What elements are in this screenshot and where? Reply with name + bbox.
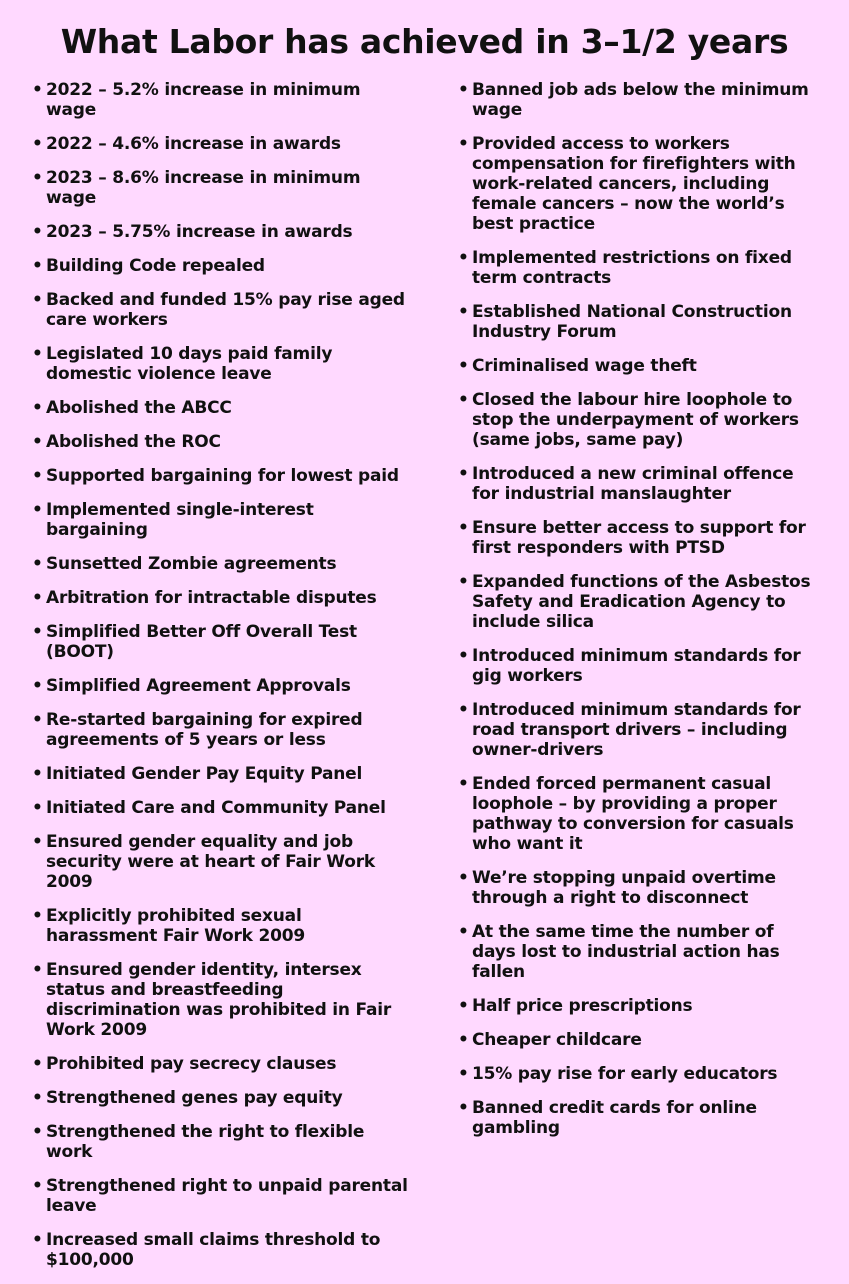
bullet-icon: • xyxy=(458,80,469,100)
list-item-text: Strengthened right to unpaid parental leave xyxy=(46,1176,408,1216)
bullet-icon: • xyxy=(32,764,43,784)
bullet-icon: • xyxy=(458,922,469,942)
bullet-icon: • xyxy=(32,168,43,188)
list-item xyxy=(458,868,820,908)
bullet-icon: • xyxy=(458,356,469,376)
list-item xyxy=(32,80,414,120)
list-item xyxy=(32,1230,414,1270)
list-item-text: Banned job ads below the minimum wage xyxy=(472,80,809,120)
list-item xyxy=(32,1088,414,1108)
list-item xyxy=(32,906,414,946)
list-item xyxy=(458,700,820,760)
list-item xyxy=(32,466,414,486)
list-item-text: Building Code repealed xyxy=(46,256,265,276)
list-item-text: Closed the labour hire loophole to stop the underpayment of workers (same jobs, same pay) xyxy=(472,390,799,450)
list-item-text: 2023 – 8.6% increase in minimum wage xyxy=(46,168,361,208)
bullet-icon: • xyxy=(32,1176,43,1196)
bullet-icon: • xyxy=(458,572,469,592)
bullet-icon: • xyxy=(32,398,43,418)
list-item xyxy=(32,764,414,784)
list-item xyxy=(458,1064,820,1084)
list-item xyxy=(458,464,820,504)
list-item xyxy=(32,554,414,574)
list-item xyxy=(32,710,414,750)
bullet-icon: • xyxy=(32,1088,43,1108)
list-item xyxy=(32,500,414,540)
list-item-text: Strengthened genes pay equity xyxy=(46,1088,343,1108)
list-item xyxy=(32,344,414,384)
bullet-icon: • xyxy=(458,646,469,666)
right-achievements-list xyxy=(458,80,820,1152)
bullet-icon: • xyxy=(32,622,43,642)
list-item-text: Increased small claims threshold to $100,000 xyxy=(46,1230,381,1270)
bullet-icon: • xyxy=(458,134,469,154)
list-item xyxy=(458,518,820,558)
bullet-icon: • xyxy=(458,1030,469,1050)
bullet-icon: • xyxy=(458,518,469,538)
list-item-text: We’re stopping unpaid overtime through a right to disconnect xyxy=(472,868,776,908)
list-item-text: Legislated 10 days paid family domestic violence leave xyxy=(46,344,333,384)
list-item xyxy=(458,80,820,120)
list-item-text: Ensure better access to support for first responders with PTSD xyxy=(472,518,806,558)
bullet-icon: • xyxy=(458,700,469,720)
bullet-icon: • xyxy=(32,676,43,696)
list-item xyxy=(458,248,820,288)
bullet-icon: • xyxy=(32,432,43,452)
list-item-text: Implemented restrictions on fixed term contracts xyxy=(472,248,792,288)
list-item xyxy=(32,168,414,208)
list-item xyxy=(32,798,414,818)
list-item xyxy=(32,588,414,608)
list-item-text: Supported bargaining for lowest paid xyxy=(46,466,399,486)
list-item-text: Prohibited pay secrecy clauses xyxy=(46,1054,337,1074)
list-item xyxy=(458,996,820,1016)
list-item-text: Sunsetted Zombie agreements xyxy=(46,554,337,574)
list-item xyxy=(32,622,414,662)
list-item xyxy=(32,1122,414,1162)
list-item xyxy=(458,774,820,854)
list-item-text: 15% pay rise for early educators xyxy=(472,1064,778,1084)
list-item xyxy=(32,398,414,418)
list-item-text: At the same time the number of days lost to industrial action has fallen xyxy=(472,922,780,982)
list-item xyxy=(32,832,414,892)
list-item xyxy=(458,356,820,376)
bullet-icon: • xyxy=(458,1098,469,1118)
bullet-icon: • xyxy=(458,390,469,410)
list-item xyxy=(458,922,820,982)
bullet-icon: • xyxy=(32,960,43,980)
list-item-text: 2022 – 5.2% increase in minimum wage xyxy=(46,80,361,120)
bullet-icon: • xyxy=(32,256,43,276)
list-item-text: Backed and funded 15% pay rise aged care workers xyxy=(46,290,405,330)
list-item-text: Ensured gender equality and job security were at heart of Fair Work 2009 xyxy=(46,832,376,892)
bullet-icon: • xyxy=(458,774,469,794)
bullet-icon: • xyxy=(32,222,43,242)
list-item xyxy=(458,1098,820,1138)
list-item-text: Arbitration for intractable disputes xyxy=(46,588,377,608)
list-item xyxy=(32,222,414,242)
list-item xyxy=(32,432,414,452)
bullet-icon: • xyxy=(32,906,43,926)
list-item xyxy=(32,290,414,330)
bullet-icon: • xyxy=(32,798,43,818)
list-item-text: Simplified Agreement Approvals xyxy=(46,676,351,696)
list-item-text: Ended forced permanent casual loophole – by providing a proper pathway to conversion for casuals who want it xyxy=(472,774,794,854)
left-achievements-list xyxy=(32,80,414,1284)
list-item-text: Re-started bargaining for expired agreements of 5 years or less xyxy=(46,710,363,750)
list-item-text: Initiated Care and Community Panel xyxy=(46,798,386,818)
list-item-text: Expanded functions of the Asbestos Safety and Eradication Agency to include silica xyxy=(472,572,811,632)
bullet-icon: • xyxy=(32,134,43,154)
bullet-icon: • xyxy=(458,302,469,322)
list-item xyxy=(458,302,820,342)
bullet-icon: • xyxy=(32,80,43,100)
bullet-icon: • xyxy=(458,1064,469,1084)
list-item-text: Banned credit cards for online gambling xyxy=(472,1098,757,1138)
list-item xyxy=(458,572,820,632)
list-item xyxy=(458,134,820,234)
list-item-text: Established National Construction Industry Forum xyxy=(472,302,792,342)
bullet-icon: • xyxy=(32,710,43,730)
list-item xyxy=(458,1030,820,1050)
list-item xyxy=(458,646,820,686)
list-item-text: Abolished the ABCC xyxy=(46,398,232,418)
list-item-text: 2022 – 4.6% increase in awards xyxy=(46,134,341,154)
list-item-text: Strengthened the right to flexible work xyxy=(46,1122,365,1162)
list-item-text: 2023 – 5.75% increase in awards xyxy=(46,222,353,242)
list-item-text: Ensured gender identity, intersex status and breastfeeding discrimination was prohibited in Fair Work 2009 xyxy=(46,960,392,1040)
page-title: What Labor has achieved in 3–1/2 years xyxy=(60,22,789,61)
bullet-icon: • xyxy=(458,996,469,1016)
bullet-icon: • xyxy=(32,588,43,608)
bullet-icon: • xyxy=(458,464,469,484)
bullet-icon: • xyxy=(32,1122,43,1142)
list-item xyxy=(32,960,414,1040)
list-item-text: Initiated Gender Pay Equity Panel xyxy=(46,764,363,784)
list-item-text: Introduced minimum standards for gig workers xyxy=(472,646,801,686)
list-item xyxy=(32,256,414,276)
bullet-icon: • xyxy=(32,500,43,520)
list-item-text: Introduced a new criminal offence for industrial manslaughter xyxy=(472,464,794,504)
list-item-text: Half price prescriptions xyxy=(472,996,693,1016)
list-item-text: Simplified Better Off Overall Test (BOOT) xyxy=(46,622,357,662)
bullet-icon: • xyxy=(32,466,43,486)
bullet-icon: • xyxy=(458,248,469,268)
list-item-text: Implemented single-interest bargaining xyxy=(46,500,314,540)
bullet-icon: • xyxy=(32,290,43,310)
list-item-text: Abolished the ROC xyxy=(46,432,221,452)
bullet-icon: • xyxy=(32,832,43,852)
list-item-text: Provided access to workers compensation for firefighters with work-related cancers, including female cancers – now the world’s best practice xyxy=(472,134,796,234)
list-item-text: Explicitly prohibited sexual harassment Fair Work 2009 xyxy=(46,906,306,946)
list-item xyxy=(32,1176,414,1216)
list-item-text: Cheaper childcare xyxy=(472,1030,642,1050)
bullet-icon: • xyxy=(32,344,43,364)
list-item xyxy=(32,1054,414,1074)
bullet-icon: • xyxy=(32,554,43,574)
list-item xyxy=(32,676,414,696)
list-item-text: Criminalised wage theft xyxy=(472,356,697,376)
bullet-icon: • xyxy=(458,868,469,888)
list-item xyxy=(458,390,820,450)
list-item xyxy=(32,134,414,154)
list-item-text: Introduced minimum standards for road transport drivers – including owner-drivers xyxy=(472,700,801,760)
bullet-icon: • xyxy=(32,1054,43,1074)
bullet-icon: • xyxy=(32,1230,43,1250)
